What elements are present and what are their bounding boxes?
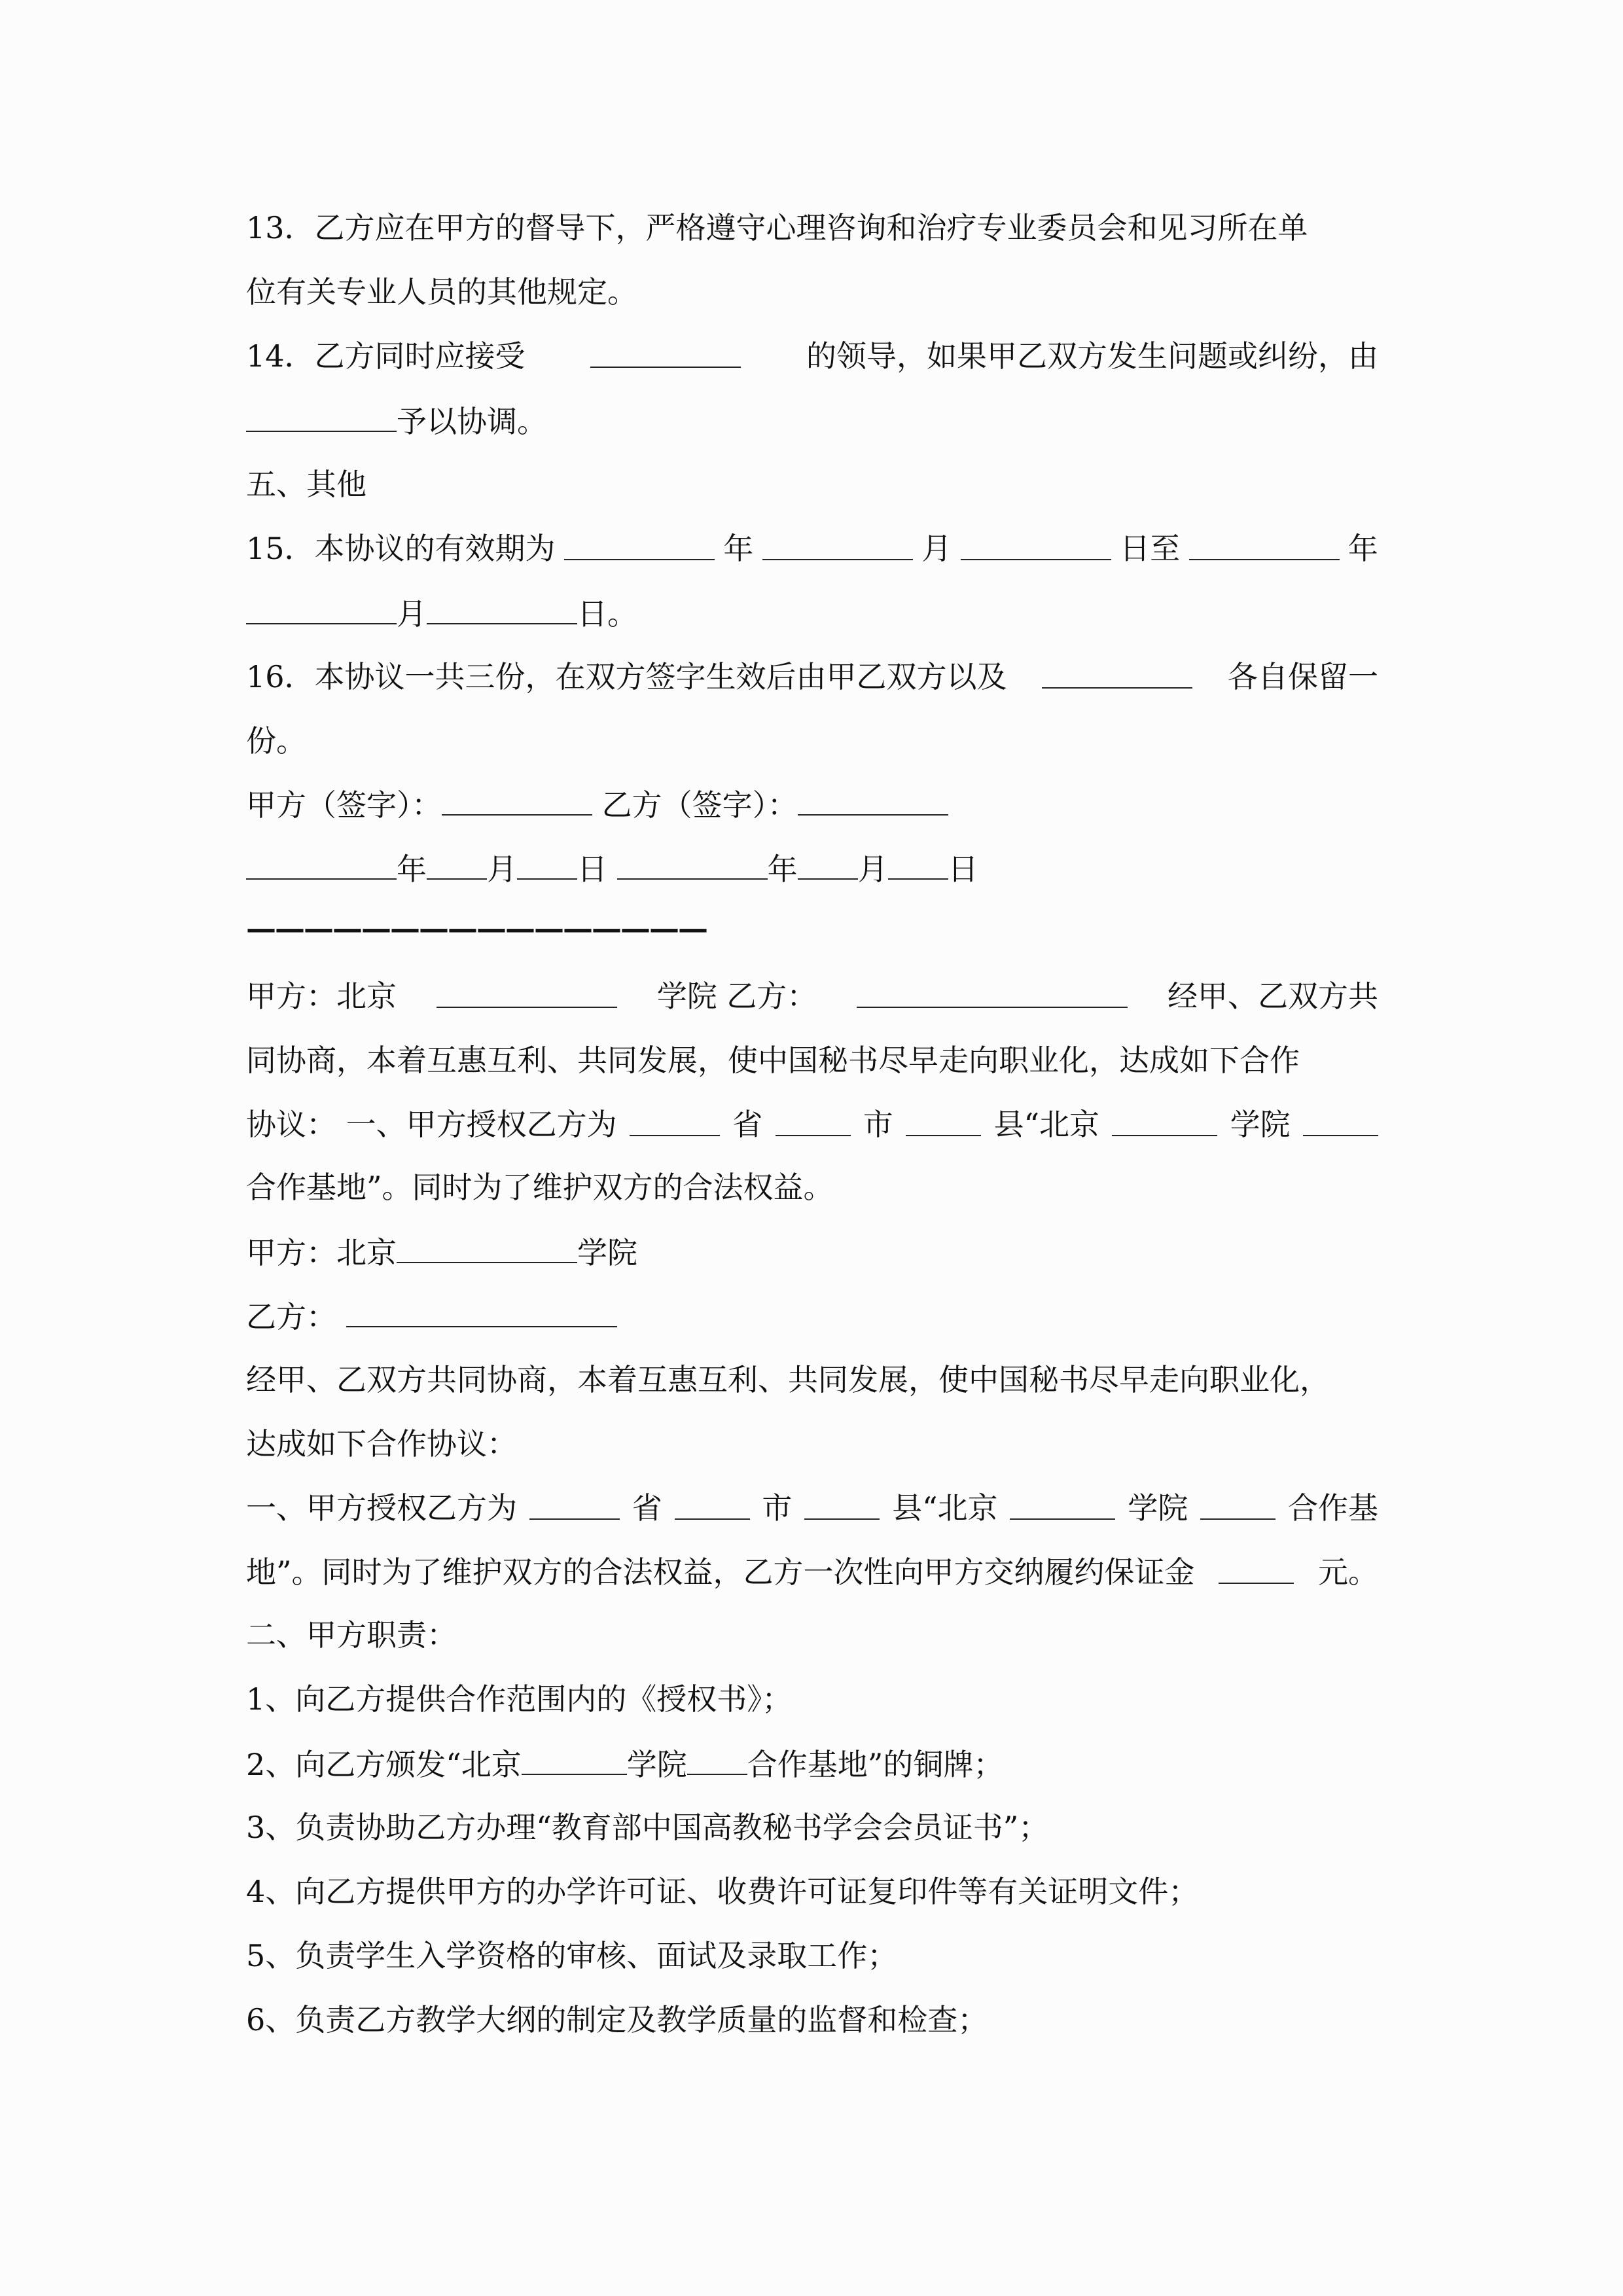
fill-in-blank[interactable]: [427, 593, 577, 624]
fill-in-blank[interactable]: [564, 529, 715, 560]
fill-in-blank[interactable]: [246, 593, 397, 624]
line-clause-15-b: [246, 593, 1378, 632]
text-run: 协议： 一、甲方授权乙方为: [246, 1107, 617, 1142]
line-clause-16-a: [246, 657, 1378, 696]
text-run: 学院 乙方：: [656, 978, 817, 1014]
text-run: 月: [487, 852, 517, 887]
line-signature-date-line: [246, 848, 1378, 888]
fill-in-blank[interactable]: [1303, 1105, 1378, 1136]
fill-in-blank[interactable]: [961, 529, 1111, 560]
fill-in-blank[interactable]: [857, 977, 1128, 1008]
text-run: 学院: [577, 1235, 637, 1270]
fill-in-blank[interactable]: [246, 401, 397, 432]
text-run: 年: [1347, 531, 1378, 566]
line-section-5-heading: [246, 465, 1378, 504]
text-run: 一、甲方授权乙方为: [246, 1490, 517, 1526]
fill-in-blank[interactable]: [1219, 1552, 1294, 1584]
fill-in-blank[interactable]: [437, 977, 617, 1008]
fill-in-blank[interactable]: [246, 848, 397, 880]
text-run: 省: [632, 1490, 662, 1526]
fill-in-blank[interactable]: [804, 1488, 880, 1520]
line-article-2-heading: [246, 1615, 1378, 1655]
text-run: 6、负责乙方教学大纲的制定及教学质量的监督和检查；: [246, 2002, 988, 2037]
text-run: 4、向乙方提供甲方的办学许可证、收费许可证复印件等有关证明文件；: [246, 1874, 1199, 1909]
text-run: 学院: [1230, 1107, 1291, 1142]
line-clause-14-a: [246, 336, 1378, 376]
text-run: 县“北京: [892, 1490, 998, 1526]
line-duty-2: [246, 1744, 1378, 1783]
fill-in-blank[interactable]: [1112, 1105, 1217, 1136]
line-preamble-b: [246, 1424, 1378, 1463]
text-run: 3、负责协助乙方办理“教育部中国高教秘书学会会员证书”；: [246, 1810, 1049, 1845]
fill-in-blank[interactable]: [675, 1488, 750, 1520]
fill-in-blank[interactable]: [517, 848, 577, 880]
fill-in-blank[interactable]: [687, 1744, 747, 1775]
line-signature-line: [246, 784, 1378, 823]
fill-in-blank[interactable]: [798, 784, 948, 816]
text-run: 日: [577, 852, 617, 887]
text-run: 经甲、乙双方共同协商，本着互惠互利、共同发展，使中国秘书尽早走向职业化，: [246, 1362, 1330, 1397]
text-run: 16．本协议一共三份，在双方签字生效后由甲乙双方以及: [246, 659, 1007, 694]
fill-in-blank[interactable]: [617, 848, 768, 880]
text-run: 甲方：北京: [246, 978, 397, 1014]
fill-in-blank[interactable]: [522, 1744, 627, 1775]
fill-in-blank[interactable]: [798, 848, 858, 880]
line-party-a: [246, 1232, 1378, 1271]
fill-in-blank[interactable]: [1200, 1488, 1275, 1520]
fill-in-blank[interactable]: [888, 848, 948, 880]
text-run: 日至: [1120, 531, 1181, 566]
line-article-1-a: [246, 1488, 1378, 1528]
text-run: 乙方：: [246, 1299, 346, 1335]
text-run: 位有关专业人员的其他规定。: [246, 274, 637, 310]
text-run: 月: [857, 852, 888, 887]
text-run: 市: [762, 1490, 793, 1526]
fill-in-blank[interactable]: [1042, 657, 1192, 689]
fill-in-blank[interactable]: [776, 1105, 851, 1136]
line-duty-1: [246, 1679, 1378, 1719]
text-run: 元。: [1318, 1554, 1378, 1590]
line-clause-16-b: [246, 721, 1378, 761]
text-run: 省: [732, 1107, 763, 1142]
text-run: 甲方（签字）：: [246, 787, 442, 823]
text-run: 予以协调。: [397, 404, 547, 439]
line-article-1-b: [246, 1552, 1378, 1592]
line-duty-3: [246, 1808, 1378, 1847]
text-run: 各自保留一: [1227, 659, 1378, 694]
text-run: 日。: [577, 596, 637, 632]
text-run: 学院: [626, 1747, 687, 1782]
fill-in-blank[interactable]: [397, 1232, 577, 1263]
text-run: 13．乙方应在甲方的督导下，严格遵守心理咨询和治疗专业委员会和见习所在单: [246, 210, 1308, 245]
text-run: 年: [723, 531, 754, 566]
text-run: 合作基地”的铜牌；: [747, 1747, 1004, 1782]
line-party-b: [246, 1296, 1378, 1335]
text-run: 经甲、乙双方共: [1168, 978, 1378, 1014]
line-preamble-a: [246, 1360, 1378, 1399]
fill-in-blank[interactable]: [427, 848, 487, 880]
line-separator: [246, 908, 1378, 948]
text-run: 年: [397, 852, 427, 887]
fill-in-blank[interactable]: [1010, 1488, 1115, 1520]
text-run: 年: [767, 852, 798, 887]
text-run: 份。: [246, 723, 306, 759]
line-duty-4: [246, 1872, 1378, 1911]
fill-in-blank[interactable]: [442, 784, 592, 816]
text-run: 2、向乙方颁发“北京: [246, 1747, 522, 1782]
text-run: 月: [397, 596, 427, 632]
line-duty-5: [246, 1936, 1378, 1975]
fill-in-blank[interactable]: [590, 336, 741, 368]
fill-in-blank[interactable]: [346, 1296, 617, 1327]
text-run: 1、向乙方提供合作范围内的《授权书》；: [246, 1681, 793, 1717]
line-duty-6: [246, 2000, 1378, 2039]
text-run: 学院: [1128, 1490, 1188, 1526]
text-run: 二、甲方职责：: [246, 1617, 457, 1653]
line-clause-13-a: [246, 208, 1378, 247]
text-run: 合作基: [1287, 1490, 1378, 1526]
text-run: 市: [863, 1107, 893, 1142]
line-clause-13-b: [246, 272, 1378, 312]
text-run: 5、负责学生入学资格的审核、面试及录取工作；: [246, 1938, 898, 1973]
fill-in-blank[interactable]: [529, 1488, 620, 1520]
text-run: 甲方：北京: [246, 1235, 397, 1270]
text-run: 合作基地”。同时为了维护双方的合法权益。: [246, 1170, 834, 1205]
text-run: 乙方（签字）：: [592, 787, 798, 823]
line-parties-intro-d: [246, 1168, 1378, 1207]
text-run: 的领导，如果甲乙双方发生问题或纠纷，由: [806, 338, 1378, 374]
text-run: 14．乙方同时应接受: [246, 338, 526, 374]
fill-in-blank[interactable]: [762, 529, 913, 560]
line-parties-intro-a: [246, 977, 1378, 1016]
text-run: 15．本协议的有效期为: [246, 531, 556, 566]
fill-in-blank[interactable]: [1189, 529, 1340, 560]
text-run: 日: [948, 852, 978, 887]
fill-in-blank[interactable]: [630, 1105, 720, 1136]
text-run: 同协商，本着互惠互利、共同发展，使中国秘书尽早走向职业化，达成如下合作: [246, 1043, 1300, 1078]
line-clause-14-b: [246, 401, 1378, 440]
line-parties-intro-c: [246, 1105, 1378, 1144]
text-run: 地”。同时为了维护双方的合法权益，乙方一次性向甲方交纳履约保证金: [246, 1554, 1195, 1590]
fill-in-blank[interactable]: [906, 1105, 981, 1136]
text-run: 达成如下合作协议：: [246, 1426, 517, 1462]
line-parties-intro-b: [246, 1041, 1378, 1080]
separator-dashes: ————————————————: [246, 910, 707, 946]
text-run: 五、其他: [246, 467, 366, 502]
text-run: 月: [921, 531, 952, 566]
line-clause-15-a: [246, 529, 1378, 568]
text-run: 县“北京: [993, 1107, 1100, 1142]
